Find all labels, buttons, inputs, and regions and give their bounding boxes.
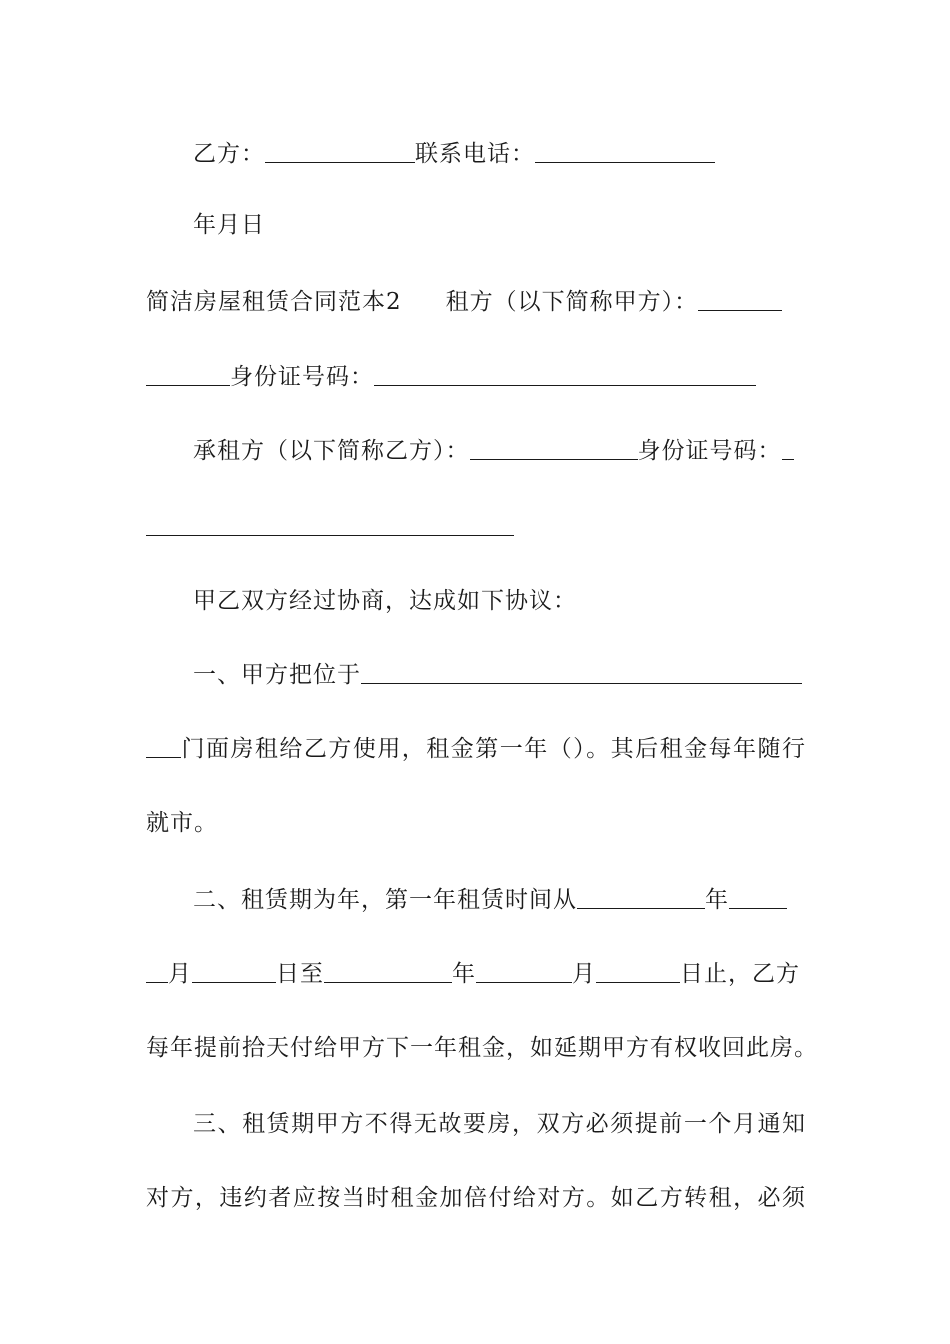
lessee-line	[193, 434, 806, 468]
lessor-blank	[698, 288, 782, 311]
lessor-label: 租方（以下简称甲方）：	[445, 289, 699, 315]
end-year-blank	[324, 960, 452, 983]
phone-label: 联系电话：	[415, 141, 535, 167]
clause-3-line-1	[193, 1107, 806, 1141]
clause-3-line-2	[146, 1181, 806, 1215]
lessee-id-blank-start	[782, 437, 794, 460]
clause-2-line-3	[146, 1031, 818, 1065]
lessor-blank-cont	[146, 363, 230, 386]
end-day-text: 日止，乙方	[680, 961, 800, 987]
clause-2-line-1	[193, 883, 806, 917]
clause-1-line-1	[193, 658, 806, 692]
clause-1-line-3	[146, 806, 806, 840]
clause-3-text-2: 对方，违约者应按当时租金加倍付给对方。如乙方转租，必须	[146, 1185, 806, 1211]
clause-1-text-3: 就市。	[146, 810, 218, 836]
clause-2-text-3: 每年提前拾天付给甲方下一年租金，如延期甲方有权收回此房。	[146, 1035, 818, 1061]
party-b-blank	[265, 140, 415, 163]
date-label: 年月日	[193, 212, 265, 238]
location-blank	[361, 661, 802, 684]
lessee-id-line	[146, 510, 806, 544]
clause-1-text: 一、甲方把位于	[193, 662, 361, 688]
start-month-blank	[729, 886, 787, 909]
phone-blank	[535, 140, 715, 163]
lessee-id-blank	[146, 513, 514, 536]
start-month-blank-cont	[146, 960, 168, 983]
lessor-id-blank	[374, 363, 756, 386]
clause-2-text: 二、租赁期为年，第一年租赁时间从	[193, 887, 577, 913]
end-day-blank	[596, 960, 680, 983]
party-b-contact-line	[193, 137, 806, 171]
month-label: 月	[168, 961, 192, 987]
clause-3-text: 三、租赁期甲方不得无故要房，双方必须提前一个月通知	[193, 1111, 806, 1137]
clause-1-line-2	[146, 732, 806, 766]
end-month-blank	[476, 960, 572, 983]
agreement-intro-text: 甲乙双方经过协商，达成如下协议：	[193, 588, 577, 614]
end-year-label: 年	[452, 961, 476, 987]
lessee-blank	[470, 437, 638, 460]
location-blank-cont	[146, 735, 181, 758]
agreement-intro	[193, 584, 806, 618]
start-year-blank	[577, 886, 705, 909]
day-to-label: 日至	[276, 961, 324, 987]
clause-1-text-2: 门面房租给乙方使用，租金第一年（）。其后租金每年随行	[181, 736, 806, 762]
clause-2-line-2	[146, 957, 806, 991]
lessor-id-label: 身份证号码：	[230, 364, 374, 390]
lessee-id-label: 身份证号码：	[637, 438, 782, 464]
date-line	[193, 208, 806, 242]
contract-title-line	[146, 285, 806, 319]
party-b-label: 乙方：	[193, 141, 265, 167]
lessor-id-line	[146, 360, 806, 394]
lessee-label: 承租方（以下简称乙方）：	[193, 438, 470, 464]
contract-title: 简洁房屋租赁合同范本2	[146, 289, 402, 315]
end-month-label: 月	[572, 961, 596, 987]
start-day-blank	[192, 960, 276, 983]
year-label: 年	[705, 887, 729, 913]
